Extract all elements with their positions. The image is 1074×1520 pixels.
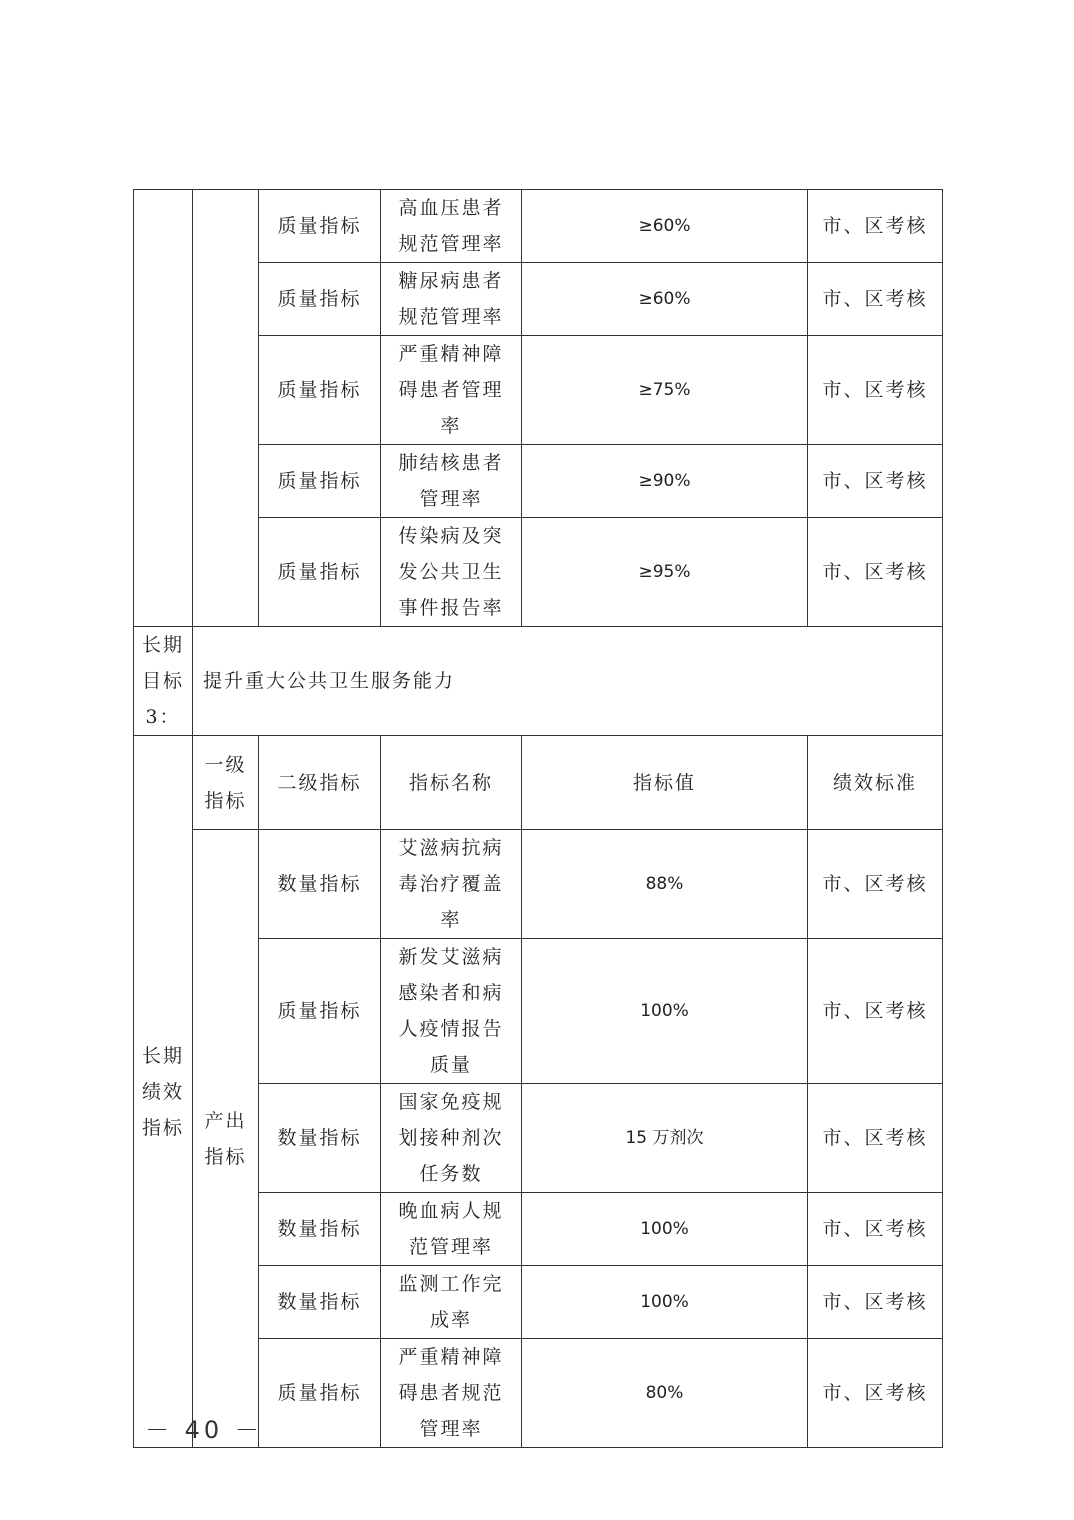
performance-standard: 市、区考核 bbox=[808, 518, 943, 627]
indicator-name: 国家免疫规划接种剂次任务数 bbox=[381, 1084, 522, 1193]
header-row bbox=[134, 736, 943, 830]
level2-indicator: 质量指标 bbox=[259, 518, 381, 627]
long-term-goal-text: 提升重大公共卫生服务能力 bbox=[193, 627, 943, 736]
indicator-value: 100% bbox=[522, 939, 808, 1084]
level2-indicator: 数量指标 bbox=[259, 1193, 381, 1266]
performance-standard: 市、区考核 bbox=[808, 1339, 943, 1448]
performance-standard: 市、区考核 bbox=[808, 939, 943, 1084]
level2-indicator: 数量指标 bbox=[259, 1266, 381, 1339]
indicator-name: 监测工作完成率 bbox=[381, 1266, 522, 1339]
performance-standard: 市、区考核 bbox=[808, 830, 943, 939]
header-value: 指标值 bbox=[522, 736, 808, 830]
performance-standard: 市、区考核 bbox=[808, 336, 943, 445]
header-level1: 一级指标 bbox=[193, 736, 259, 830]
long-term-goal-label: 长期目标3： bbox=[134, 627, 193, 736]
indicator-name: 肺结核患者管理率 bbox=[381, 445, 522, 518]
indicator-value: ≥95% bbox=[522, 518, 808, 627]
performance-standard: 市、区考核 bbox=[808, 263, 943, 336]
indicator-name: 高血压患者规范管理率 bbox=[381, 190, 522, 263]
header-level2: 二级指标 bbox=[259, 736, 381, 830]
indicator-value: ≥60% bbox=[522, 263, 808, 336]
indicator-value: 15 万剂次 bbox=[522, 1084, 808, 1193]
indicator-name: 艾滋病抗病毒治疗覆盖率 bbox=[381, 830, 522, 939]
header-standard: 绩效标准 bbox=[808, 736, 943, 830]
continued-blank-cell bbox=[193, 190, 259, 627]
long-term-goal-row bbox=[134, 627, 943, 736]
page-number: － 40 － bbox=[145, 1416, 263, 1444]
indicator-name: 新发艾滋病感染者和病人疫情报告质量 bbox=[381, 939, 522, 1084]
indicator-value: 88% bbox=[522, 830, 808, 939]
level2-indicator: 质量指标 bbox=[259, 263, 381, 336]
indicator-name: 糖尿病患者规范管理率 bbox=[381, 263, 522, 336]
indicator-value: ≥90% bbox=[522, 445, 808, 518]
indicator-value: 80% bbox=[522, 1339, 808, 1448]
indicator-name: 传染病及突发公共卫生事件报告率 bbox=[381, 518, 522, 627]
indicator-name: 晚血病人规范管理率 bbox=[381, 1193, 522, 1266]
level2-indicator: 质量指标 bbox=[259, 939, 381, 1084]
performance-standard: 市、区考核 bbox=[808, 1266, 943, 1339]
indicator-value: ≥60% bbox=[522, 190, 808, 263]
level2-indicator: 数量指标 bbox=[259, 830, 381, 939]
performance-standard: 市、区考核 bbox=[808, 190, 943, 263]
indicator-value: 100% bbox=[522, 1266, 808, 1339]
table-row bbox=[134, 830, 943, 939]
performance-standard: 市、区考核 bbox=[808, 445, 943, 518]
indicator-name: 严重精神障碍患者规范管理率 bbox=[381, 1339, 522, 1448]
indicator-value: 100% bbox=[522, 1193, 808, 1266]
level2-indicator: 质量指标 bbox=[259, 190, 381, 263]
perf-section-label: 长期绩效指标 bbox=[134, 736, 193, 1448]
performance-standard: 市、区考核 bbox=[808, 1084, 943, 1193]
indicator-name: 严重精神障碍患者管理率 bbox=[381, 336, 522, 445]
output-indicator-label: 产出指标 bbox=[193, 830, 259, 1448]
continued-blank-cell bbox=[134, 190, 193, 627]
table-row bbox=[134, 190, 943, 263]
indicator-table bbox=[133, 189, 943, 1448]
level2-indicator: 质量指标 bbox=[259, 1339, 381, 1448]
performance-standard: 市、区考核 bbox=[808, 1193, 943, 1266]
header-name: 指标名称 bbox=[381, 736, 522, 830]
indicator-value: ≥75% bbox=[522, 336, 808, 445]
level2-indicator: 质量指标 bbox=[259, 336, 381, 445]
level2-indicator: 数量指标 bbox=[259, 1084, 381, 1193]
level2-indicator: 质量指标 bbox=[259, 445, 381, 518]
